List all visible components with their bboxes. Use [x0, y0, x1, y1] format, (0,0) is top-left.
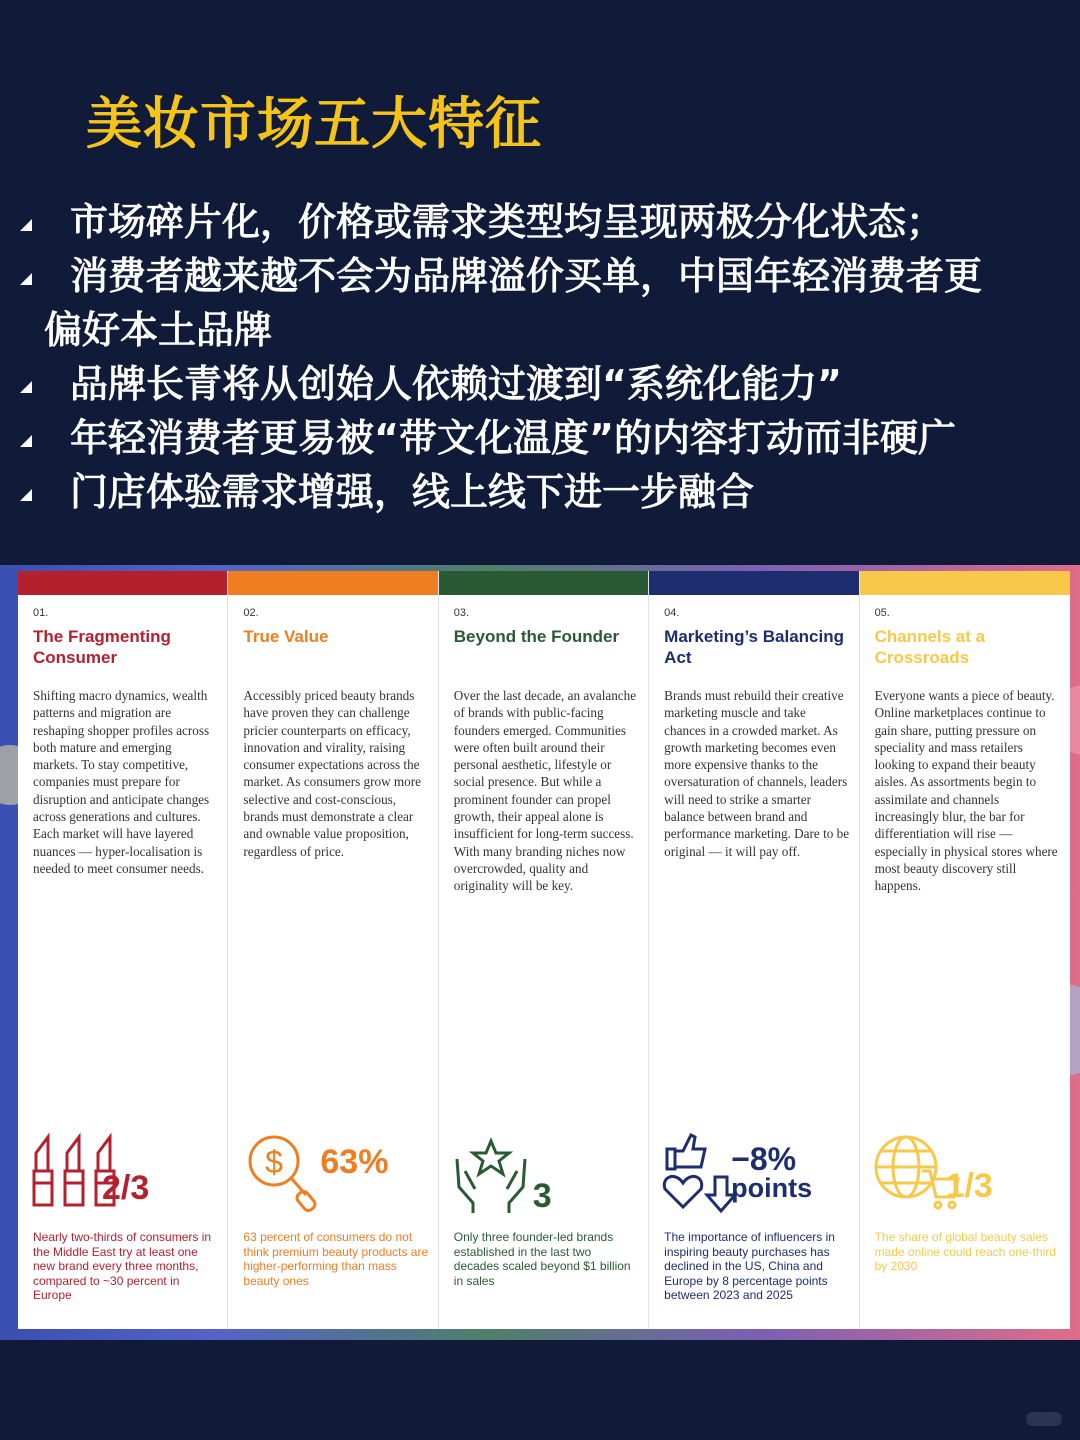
- column-body: Everyone wants a piece of beauty. Online marketplaces continue to gain share, putting pressure on speciality and mass retailers looking to expand their beauty aisles. As assortments begin to assimilate and channels increasingly blur, the bar for differentiation will rise — especially in physical stores where most beauty discovery still happens.: [874, 688, 1058, 894]
- color-bar: [439, 571, 648, 595]
- report-board: [18, 571, 1070, 1329]
- triangle-bullet-icon: [20, 381, 32, 393]
- column-body: Accessibly priced beauty brands have proven they can challenge pricier counterparts on efficacy, innovation and virality, raising consumer expectations across the market. As consumers grow more selective and cost-conscious, brands must demonstrate a clear and ownable value proposition, regardless of price.: [243, 688, 422, 859]
- bullet-text: 品牌长青将从创始人依赖过渡到“系统化能力”: [70, 362, 842, 406]
- list-item: [18, 195, 1058, 249]
- column-body: Over the last decade, an avalanche of brands with public-facing founders emerged. Communities were often built around their personal aesthetic, lifestyle or social presence. But while a prominent founder can propel growth, their appeal alone is insufficient for long-term success. With many branding niches now overcrowded, quality and originality will be key.: [453, 688, 637, 894]
- column-body: Brands must rebuild their creative marketing muscle and take chances in a crowded market. As growth marketing becomes even more expensive thanks to the oversaturation of channels, leaders will need to strike a smarter balance between brand and performance marketing. Dare to be original — it will pay off.: [664, 688, 850, 859]
- column-heading: Beyond the Founder: [453, 627, 620, 646]
- list-item: [18, 465, 1058, 519]
- color-bar: [649, 571, 858, 595]
- column-number: 01.: [33, 607, 49, 619]
- stat-caption: 63 percent of consumers do not think premium beauty products are higher-performing than mass beauty ones: [243, 1230, 429, 1288]
- stat-caption: The importance of influencers in inspiring beauty purchases has declined in the US, China and Europe by 8 percentage points between 2023 and 2025: [664, 1230, 835, 1302]
- list-item: [18, 411, 1058, 465]
- trend-column-1: [18, 571, 228, 1329]
- trend-column-4: [649, 571, 859, 1329]
- bullet-text-continued: 偏好本土品牌: [44, 308, 273, 352]
- column-heading: Channels at a Crossroads: [874, 627, 986, 667]
- svg-text:$: $: [265, 1144, 284, 1180]
- trend-column-2: [228, 571, 438, 1329]
- stat-caption: Only three founder-led brands established in the last two decades scaled beyond $1 billion in sales: [453, 1230, 631, 1288]
- column-heading: True Value: [243, 627, 329, 646]
- stat-unit: points: [731, 1173, 813, 1203]
- page-title: 美妆市场五大特征: [86, 92, 542, 157]
- triangle-bullet-icon: [20, 435, 32, 447]
- trend-column-3: [439, 571, 649, 1329]
- stat-caption: The share of global beauty sales made online could reach one-third by 2030: [874, 1230, 1057, 1273]
- column-number: 03.: [453, 607, 470, 619]
- stat-value: 1/3: [945, 1167, 993, 1205]
- triangle-bullet-icon: [20, 489, 32, 501]
- column-heading: Marketing’s Balancing Act: [664, 627, 844, 667]
- color-bar: [18, 571, 227, 595]
- bullet-text: 年轻消费者更易被“带文化温度”的内容打动而非硬广: [70, 416, 956, 460]
- column-body: Shifting macro dynamics, wealth patterns and migration are reshaping shopper profiles across both mature and emerging markets. To stay competitive, companies must prepare for disruption and anticipate changes across generations and cultures. Each market will have layered nuances — hyper-localisation is needed to meet consumer needs.: [33, 688, 210, 876]
- stat-value: 3: [532, 1177, 552, 1215]
- stat-value: −8%: [731, 1141, 797, 1177]
- trend-column-5: [860, 571, 1070, 1329]
- color-bar: [228, 571, 437, 595]
- column-heading: The Fragmenting Consumer: [33, 627, 171, 667]
- column-number: 02.: [243, 607, 259, 619]
- watermark-badge: [1026, 1412, 1062, 1426]
- list-item: [18, 249, 1058, 357]
- stat-caption: Nearly two-thirds of consumers in the Middle East try at least one new brand every three months, compared to ~30 percent in Europe: [33, 1230, 212, 1302]
- stat-value: 63%: [320, 1143, 389, 1181]
- stat-value: 2/3: [102, 1169, 150, 1207]
- bullet-text: 市场碎片化，价格或需求类型均呈现两极分化状态；: [70, 200, 945, 244]
- column-number: 05.: [874, 607, 890, 619]
- color-bar: [860, 571, 1070, 595]
- bullet-text: 门店体验需求增强，线上线下进一步融合: [70, 470, 755, 514]
- column-number: 04.: [664, 607, 680, 619]
- bullet-text: 消费者越来越不会为品牌溢价买单，中国年轻消费者更: [70, 254, 983, 298]
- triangle-bullet-icon: [20, 273, 32, 285]
- feature-list: [18, 195, 1058, 519]
- triangle-bullet-icon: [20, 219, 32, 231]
- list-item: [18, 357, 1058, 411]
